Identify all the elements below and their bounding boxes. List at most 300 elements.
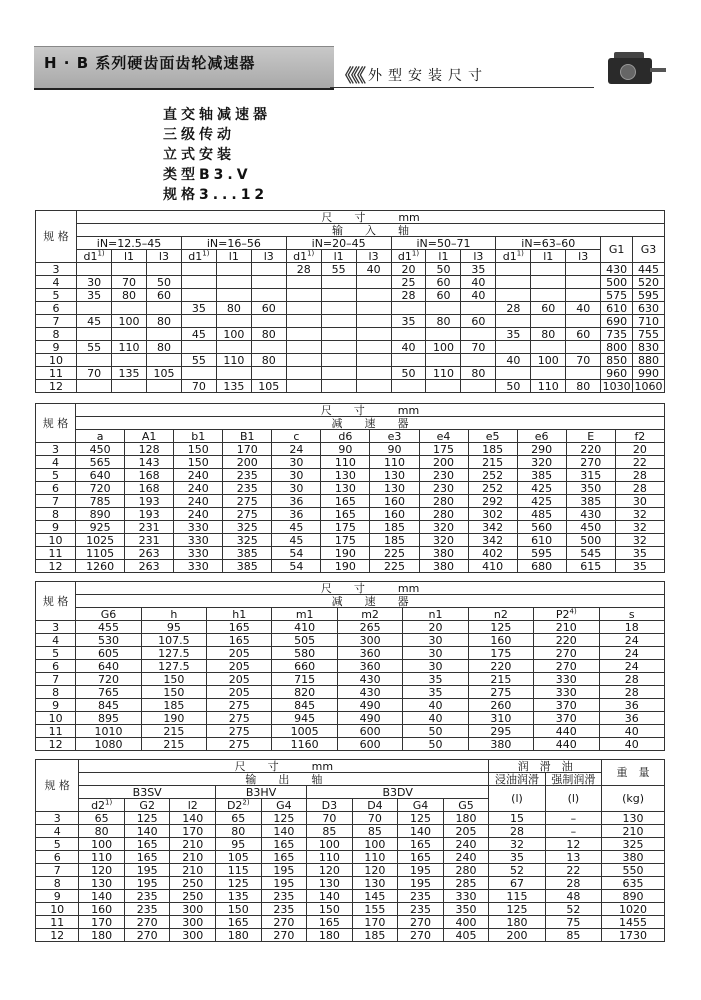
value-cell: 640 — [76, 469, 125, 482]
value-cell — [216, 341, 251, 354]
value-cell: 1080 — [76, 738, 141, 751]
size-cell: 4 — [36, 276, 77, 289]
value-cell: 270 — [261, 916, 307, 929]
col-header: a — [76, 430, 125, 443]
value-cell: 215 — [468, 456, 517, 469]
value-cell: 28 — [286, 263, 321, 276]
value-cell — [566, 341, 601, 354]
value-cell — [146, 354, 181, 367]
value-cell: 210 — [602, 825, 665, 838]
size-cell: 5 — [36, 469, 76, 482]
size-cell: 12 — [36, 738, 76, 751]
value-cell: 20 — [391, 263, 426, 276]
cell-label: d1 — [502, 249, 517, 263]
table-row — [36, 341, 665, 354]
value-cell: 48 — [545, 890, 601, 903]
value-cell: 52 — [545, 903, 601, 916]
value-cell: 640 — [76, 660, 141, 673]
value-cell: 845 — [272, 699, 337, 712]
value-cell: 270 — [534, 647, 599, 660]
value-cell: 80 — [531, 328, 566, 341]
value-cell — [391, 328, 426, 341]
value-cell: 185 — [370, 534, 419, 547]
value-cell — [286, 302, 321, 315]
value-cell: 65 — [79, 812, 125, 825]
value-cell: 231 — [125, 521, 174, 534]
value-cell: 30 — [403, 647, 468, 660]
value-cell: 560 — [517, 521, 566, 534]
value-cell: 100 — [216, 328, 251, 341]
value-cell: 205 — [207, 660, 272, 673]
header-underline — [34, 88, 334, 90]
size-header: 规 格 — [36, 404, 76, 443]
value-cell: 12 — [545, 838, 601, 851]
value-cell: 275 — [207, 738, 272, 751]
value-cell: 635 — [602, 877, 665, 890]
value-cell: 25 — [391, 276, 426, 289]
table-row — [36, 289, 665, 302]
value-cell: 60 — [531, 302, 566, 315]
value-cell: 140 — [170, 812, 216, 825]
value-cell: 85 — [307, 825, 353, 838]
value-cell: 40 — [391, 341, 426, 354]
value-cell — [77, 380, 112, 393]
table-row — [36, 864, 665, 877]
size-cell: 10 — [36, 903, 79, 916]
value-cell — [146, 263, 181, 276]
value-cell — [496, 276, 531, 289]
value-cell: 180 — [489, 916, 545, 929]
size-cell: 5 — [36, 838, 79, 851]
value-cell — [356, 289, 391, 302]
col-header: E — [566, 430, 615, 443]
value-cell: 235 — [223, 469, 272, 482]
value-cell: 50 — [146, 276, 181, 289]
lube-dip-header: 浸油润滑 — [489, 773, 545, 786]
page-header — [34, 46, 334, 90]
group-header: 输 出 轴 — [79, 773, 489, 786]
col-header: l3 — [461, 250, 496, 263]
value-cell: 67 — [489, 877, 545, 890]
value-cell — [531, 367, 566, 380]
col-header — [391, 250, 426, 263]
size-cell: 12 — [36, 380, 77, 393]
value-cell: 35 — [403, 673, 468, 686]
value-cell — [461, 328, 496, 341]
value-cell: 330 — [174, 547, 223, 560]
value-cell: 610 — [517, 534, 566, 547]
table-row — [36, 760, 665, 773]
value-cell: 380 — [419, 560, 468, 573]
value-cell: 36 — [272, 495, 321, 508]
table-row — [36, 647, 665, 660]
value-cell: 450 — [566, 521, 615, 534]
value-cell: 140 — [398, 825, 444, 838]
value-cell: 80 — [251, 354, 286, 367]
value-cell: 22 — [545, 864, 601, 877]
value-cell: 450 — [76, 443, 125, 456]
value-cell: 550 — [602, 864, 665, 877]
value-cell: 143 — [125, 456, 174, 469]
value-cell — [146, 328, 181, 341]
col-header: l3 — [356, 250, 391, 263]
value-cell: 18 — [599, 621, 665, 634]
value-cell: 130 — [602, 812, 665, 825]
col-header — [534, 608, 599, 621]
value-cell: 135 — [112, 367, 147, 380]
value-cell: 120 — [352, 864, 398, 877]
section-title: 外型安装尺寸 — [368, 68, 488, 84]
value-cell: 325 — [602, 838, 665, 851]
value-cell: 95 — [141, 621, 206, 634]
value-cell — [286, 289, 321, 302]
value-cell: 28 — [391, 289, 426, 302]
size-cell: 12 — [36, 929, 79, 942]
value-cell: 360 — [337, 660, 402, 673]
col-header: h — [141, 608, 206, 621]
value-cell: 275 — [207, 725, 272, 738]
size-cell: 11 — [36, 547, 76, 560]
value-cell — [251, 276, 286, 289]
value-cell: 140 — [124, 825, 170, 838]
size-cell: 10 — [36, 534, 76, 547]
size-cell: 8 — [36, 328, 77, 341]
value-cell — [321, 302, 356, 315]
value-cell — [426, 380, 461, 393]
value-cell: 850 — [601, 354, 633, 367]
value-cell: 80 — [216, 825, 262, 838]
value-cell: 170 — [79, 916, 125, 929]
value-cell: 185 — [352, 929, 398, 942]
value-cell: 290 — [517, 443, 566, 456]
value-cell: 40 — [403, 712, 468, 725]
table-row — [36, 276, 665, 289]
value-cell: 90 — [321, 443, 370, 456]
value-cell: 302 — [468, 508, 517, 521]
value-cell: 195 — [124, 877, 170, 890]
size-cell: 6 — [36, 482, 76, 495]
col-header: G4 — [261, 799, 307, 812]
value-cell: 830 — [633, 341, 665, 354]
size-cell: 7 — [36, 673, 76, 686]
value-cell: 160 — [370, 495, 419, 508]
value-cell: 165 — [207, 621, 272, 634]
table-row — [36, 469, 665, 482]
value-cell — [531, 289, 566, 302]
value-cell — [461, 302, 496, 315]
value-cell: 105 — [146, 367, 181, 380]
value-cell: 85 — [545, 929, 601, 942]
table-row — [36, 237, 665, 250]
value-cell: 55 — [77, 341, 112, 354]
value-cell: 165 — [307, 916, 353, 929]
value-cell: 230 — [419, 482, 468, 495]
value-cell: 165 — [207, 634, 272, 647]
value-cell: 205 — [443, 825, 489, 838]
value-cell: 115 — [216, 864, 262, 877]
value-cell: 175 — [468, 647, 533, 660]
table-row — [36, 482, 665, 495]
unit-cell: (l) — [489, 786, 545, 812]
value-cell: 15 — [489, 812, 545, 825]
value-cell: 140 — [79, 890, 125, 903]
value-cell: 80 — [566, 380, 601, 393]
table-row — [36, 660, 665, 673]
value-cell: 165 — [398, 838, 444, 851]
value-cell: 220 — [534, 634, 599, 647]
value-cell: 235 — [124, 890, 170, 903]
value-cell: 30 — [272, 482, 321, 495]
value-cell: 150 — [174, 443, 223, 456]
value-cell: 275 — [207, 712, 272, 725]
value-cell: 110 — [370, 456, 419, 469]
value-cell: 193 — [125, 495, 174, 508]
size-cell: 10 — [36, 354, 77, 367]
value-cell: 30 — [403, 634, 468, 647]
col-header — [216, 799, 262, 812]
value-cell: 45 — [181, 328, 216, 341]
value-cell: 105 — [251, 380, 286, 393]
footnote-marker: 1) — [307, 248, 315, 257]
col-header — [496, 250, 531, 263]
value-cell: 110 — [112, 341, 147, 354]
table-row — [36, 456, 665, 469]
value-cell: 40 — [566, 302, 601, 315]
variant-header: B3SV — [79, 786, 216, 799]
value-cell: 125 — [468, 621, 533, 634]
value-cell: 1105 — [76, 547, 125, 560]
value-cell: 24 — [272, 443, 321, 456]
value-cell: 595 — [633, 289, 665, 302]
value-cell: 210 — [534, 621, 599, 634]
table-row — [36, 315, 665, 328]
value-cell: 60 — [426, 276, 461, 289]
output-shaft-table — [35, 759, 665, 942]
table-row — [36, 890, 665, 903]
value-cell: 610 — [601, 302, 633, 315]
size-cell: 5 — [36, 647, 76, 660]
value-cell: 80 — [146, 341, 181, 354]
value-cell: 350 — [566, 482, 615, 495]
value-cell: 240 — [174, 469, 223, 482]
value-cell: 28 — [496, 302, 531, 315]
variant-header: B3DV — [307, 786, 489, 799]
value-cell: 150 — [307, 903, 353, 916]
value-cell: 240 — [443, 838, 489, 851]
col-header: l1 — [112, 250, 147, 263]
value-cell: 50 — [391, 367, 426, 380]
value-cell: 80 — [146, 315, 181, 328]
value-cell: 35 — [403, 686, 468, 699]
value-cell — [286, 276, 321, 289]
value-cell: 125 — [261, 812, 307, 825]
value-cell — [426, 328, 461, 341]
value-cell: 1030 — [602, 379, 631, 393]
value-cell: 210 — [170, 864, 216, 877]
table-row — [36, 560, 665, 573]
col-header: D4 — [352, 799, 398, 812]
value-cell: 755 — [633, 328, 665, 341]
value-cell: 455 — [76, 621, 141, 634]
value-cell: 70 — [307, 812, 353, 825]
value-cell: 425 — [517, 482, 566, 495]
col-header: l1 — [531, 250, 566, 263]
value-cell — [251, 367, 286, 380]
value-cell: 28 — [615, 469, 664, 482]
value-cell: 945 — [272, 712, 337, 725]
value-cell — [496, 263, 531, 276]
value-cell: 28 — [599, 673, 665, 686]
size-cell: 7 — [36, 495, 76, 508]
value-cell: – — [545, 825, 601, 838]
value-cell: 135 — [216, 380, 251, 393]
col-header: l3 — [251, 250, 286, 263]
value-cell: 895 — [76, 712, 141, 725]
value-cell: 490 — [337, 699, 402, 712]
value-cell: 70 — [352, 812, 398, 825]
value-cell: 275 — [223, 495, 272, 508]
value-cell: 530 — [76, 634, 141, 647]
value-cell: – — [545, 812, 601, 825]
spec-line: 规格3...12 — [163, 187, 269, 203]
value-cell: 40 — [356, 263, 391, 276]
table-row — [36, 547, 665, 560]
value-cell — [77, 263, 112, 276]
value-cell: 168 — [125, 482, 174, 495]
value-cell: 215 — [141, 738, 206, 751]
value-cell: 36 — [272, 508, 321, 521]
value-cell: 32 — [615, 521, 664, 534]
value-cell: 110 — [426, 367, 461, 380]
value-cell: 165 — [261, 851, 307, 864]
value-cell: 235 — [398, 903, 444, 916]
value-cell — [77, 302, 112, 315]
value-cell — [286, 341, 321, 354]
value-cell: 200 — [223, 456, 272, 469]
value-cell: 13 — [545, 851, 601, 864]
size-header: 规 格 — [36, 760, 79, 812]
value-cell: 195 — [398, 877, 444, 890]
value-cell: 630 — [633, 302, 665, 315]
value-cell: 285 — [443, 877, 489, 890]
value-cell: 80 — [112, 289, 147, 302]
size-cell: 4 — [36, 825, 79, 838]
unit-cell: (kg) — [602, 786, 665, 812]
value-cell: 215 — [468, 673, 533, 686]
value-cell: 30 — [272, 469, 321, 482]
value-cell: 270 — [398, 916, 444, 929]
value-cell: 445 — [633, 263, 665, 276]
col-header: c — [272, 430, 321, 443]
value-cell: 35 — [77, 289, 112, 302]
size-cell: 11 — [36, 725, 76, 738]
value-cell: 500 — [566, 534, 615, 547]
size-cell: 8 — [36, 686, 76, 699]
value-cell: 185 — [141, 699, 206, 712]
value-cell: 385 — [223, 547, 272, 560]
value-cell: 52 — [489, 864, 545, 877]
value-cell: 130 — [79, 877, 125, 890]
value-cell: 565 — [76, 456, 125, 469]
value-cell: 80 — [251, 328, 286, 341]
value-cell: 40 — [461, 276, 496, 289]
col-header: d6 — [321, 430, 370, 443]
variant-header: B3HV — [216, 786, 307, 799]
section-rule — [330, 87, 594, 88]
value-cell: 28 — [489, 825, 545, 838]
value-cell: 320 — [517, 456, 566, 469]
value-cell: 720 — [76, 482, 125, 495]
value-cell: 300 — [170, 929, 216, 942]
table-row — [36, 608, 665, 621]
value-cell: 380 — [468, 738, 533, 751]
value-cell — [251, 263, 286, 276]
size-cell: 12 — [36, 560, 76, 573]
value-cell: 410 — [468, 560, 517, 573]
table-row — [36, 686, 665, 699]
value-cell: 320 — [419, 534, 468, 547]
value-cell: 110 — [79, 851, 125, 864]
value-cell: 280 — [443, 864, 489, 877]
ratio-header: iN=12.5–45 — [77, 237, 182, 250]
value-cell: 150 — [141, 686, 206, 699]
table-row — [36, 673, 665, 686]
value-cell: 70 — [112, 276, 147, 289]
value-cell: 240 — [174, 482, 223, 495]
value-cell: 1005 — [272, 725, 337, 738]
value-cell: 165 — [398, 851, 444, 864]
value-cell: 820 — [272, 686, 337, 699]
value-cell: 380 — [602, 851, 665, 864]
value-cell: 130 — [352, 877, 398, 890]
value-cell: 270 — [566, 456, 615, 469]
value-cell: 1730 — [602, 929, 665, 942]
value-cell: 40 — [496, 354, 531, 367]
value-cell — [251, 341, 286, 354]
value-cell: 195 — [261, 864, 307, 877]
value-cell: 400 — [443, 916, 489, 929]
table-row — [36, 250, 665, 263]
value-cell: 195 — [124, 864, 170, 877]
value-cell: 615 — [566, 560, 615, 573]
value-cell: 350 — [443, 903, 489, 916]
value-cell: 490 — [337, 712, 402, 725]
table-row — [36, 929, 665, 942]
value-cell: 210 — [170, 838, 216, 851]
value-cell — [566, 367, 601, 380]
value-cell — [286, 367, 321, 380]
value-cell: 600 — [337, 725, 402, 738]
footnote-marker: 1) — [516, 248, 524, 257]
value-cell — [286, 380, 321, 393]
value-cell: 100 — [352, 838, 398, 851]
value-cell: 130 — [370, 482, 419, 495]
value-cell: 315 — [566, 469, 615, 482]
value-cell — [216, 367, 251, 380]
value-cell — [112, 328, 147, 341]
value-cell: 115 — [489, 890, 545, 903]
value-cell — [496, 341, 531, 354]
col-header: G6 — [76, 608, 141, 621]
value-cell: 155 — [352, 903, 398, 916]
value-cell: 170 — [352, 916, 398, 929]
value-cell: 185 — [468, 443, 517, 456]
value-cell — [391, 354, 426, 367]
value-cell: 175 — [321, 521, 370, 534]
cell-label: P2 — [555, 607, 570, 621]
value-cell: 280 — [419, 495, 468, 508]
value-cell: 70 — [461, 341, 496, 354]
